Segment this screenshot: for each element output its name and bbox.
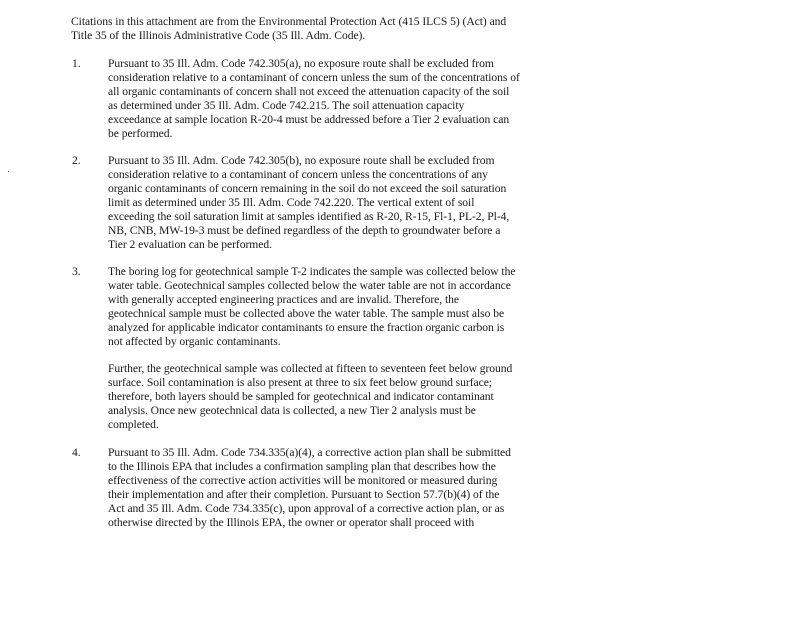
item-line: as determined under 35 Ill. Adm. Code 742.215. The soil attenuation capacity bbox=[108, 99, 465, 112]
item-line: be performed. bbox=[108, 127, 173, 140]
item-continuation-line: Further, the geotechnical sample was collected at fifteen to seventeen feet below ground bbox=[108, 362, 513, 375]
item-number: 2. bbox=[72, 154, 81, 167]
item-line: consideration relative to a contaminant of concern unless the sum of the concentrations of bbox=[108, 71, 520, 84]
item-number: 1. bbox=[72, 57, 81, 70]
intro-line: Citations in this attachment are from the Environmental Protection Act (415 ILCS 5) (Act) and bbox=[71, 15, 507, 28]
item-line: analyzed for applicable indicator contaminants to ensure the fraction organic carbon is bbox=[108, 321, 505, 334]
item-number: 4. bbox=[72, 446, 81, 459]
item-continuation-line: completed. bbox=[108, 418, 159, 431]
item-line: Tier 2 evaluation can be performed. bbox=[108, 238, 272, 251]
item-line: Pursuant to 35 Ill. Adm. Code 742.305(b), no exposure route shall be excluded from bbox=[108, 154, 495, 167]
item-line: with generally accepted engineering practices and are invalid. Therefore, the bbox=[108, 293, 459, 306]
item-line: to the Illinois EPA that includes a confirmation sampling plan that describes how the bbox=[108, 460, 496, 473]
item-line: consideration relative to a contaminant of concern unless the concentrations of any bbox=[108, 168, 488, 181]
item-line: their implementation and after their completion. Pursuant to Section 57.7(b)(4) of the bbox=[108, 488, 500, 501]
item-continuation-line: therefore, both layers should be sampled for geotechnical and indicator contaminant bbox=[108, 390, 494, 403]
item-line: Act and 35 Ill. Adm. Code 734.335(c), upon approval of a corrective action plan, or as bbox=[108, 502, 505, 515]
item-line: limit as determined under 35 Ill. Adm. Code 742.220. The vertical extent of soil bbox=[108, 196, 475, 209]
item-line: water table. Geotechnical samples collected below the water table are not in accordance bbox=[108, 279, 511, 292]
intro-line: Title 35 of the Illinois Administrative Code (35 Ill. Adm. Code). bbox=[71, 29, 366, 42]
item-line: all organic contaminants of concern shall not exceed the attenuation capacity of the soil bbox=[108, 85, 510, 98]
item-line: exceeding the soil saturation limit at samples identified as R-20, R-15, Fl-1, PL-2, Pl-4, bbox=[108, 210, 510, 223]
item-line: The boring log for geotechnical sample T-2 indicates the sample was collected below the bbox=[108, 265, 516, 278]
item-line: organic contaminants of concern remaining in the soil do not exceed the soil saturation bbox=[108, 182, 507, 195]
item-line: exceedance at sample location R-20-4 must be addressed before a Tier 2 evaluation can bbox=[108, 113, 510, 126]
scan-speck bbox=[8, 171, 9, 172]
item-line: otherwise directed by the Illinois EPA, the owner or operator shall proceed with bbox=[108, 516, 475, 529]
item-line: geotechnical sample must be collected above the water table. The sample must also be bbox=[108, 307, 505, 320]
item-line: not affected by organic contaminants. bbox=[108, 335, 281, 348]
item-continuation-line: surface. Soil contamination is also present at three to six feet below ground surface; bbox=[108, 376, 492, 389]
item-line: effectiveness of the corrective action activities will be monitored or measured during bbox=[108, 474, 498, 487]
item-line: Pursuant to 35 Ill. Adm. Code 742.305(a), no exposure route shall be excluded from bbox=[108, 57, 494, 70]
item-number: 3. bbox=[72, 265, 81, 278]
item-line: Pursuant to 35 Ill. Adm. Code 734.335(a)(4), a corrective action plan shall be submitted bbox=[108, 446, 511, 459]
item-continuation-line: analysis. Once new geotechnical data is collected, a new Tier 2 analysis must be bbox=[108, 404, 476, 417]
item-line: NB, CNB, MW-19-3 must be defined regardless of the depth to groundwater before a bbox=[108, 224, 501, 237]
